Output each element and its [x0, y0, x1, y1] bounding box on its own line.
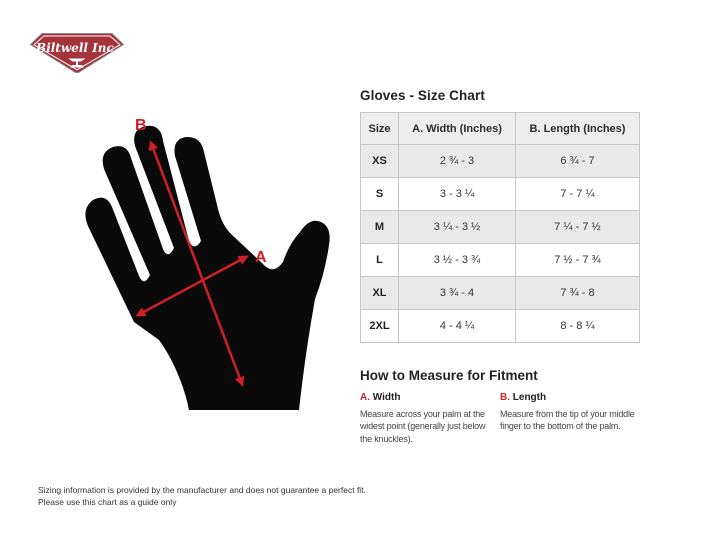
table-row-m: [361, 211, 640, 244]
size-cell: L: [361, 244, 399, 277]
size-cell: S: [361, 178, 399, 211]
measure-length-label: [500, 392, 648, 405]
table-row-l: [361, 244, 640, 277]
table-row-xl: [361, 277, 640, 310]
size-chart-table: [360, 112, 640, 343]
measure-length-description: Measure from the tip of your middle finger to the bottom of the palm.: [500, 408, 635, 431]
measure-width-prefix: A.: [360, 392, 370, 403]
width-cell: 3 ¾ - 4: [399, 277, 516, 310]
size-chart-header: [361, 113, 640, 145]
header-size: Size: [361, 113, 399, 145]
logo-tagline-quality: "QUALITY": [36, 61, 62, 66]
length-cell: 7 ¾ - 8: [516, 277, 640, 310]
measure-width-block: [360, 392, 496, 445]
measure-width-description: Measure across your palm at the widest point (generally just below the knuckles).: [360, 408, 486, 444]
measure-section-title: How to Measure for Fitment: [360, 368, 538, 383]
size-cell: M: [361, 211, 399, 244]
length-cell: 8 - 8 ¼: [516, 310, 640, 343]
size-cell: 2XL: [361, 310, 399, 343]
table-row-xs: [361, 145, 640, 178]
disclaimer-line-1: Sizing information is provided by the manufacturer and does not guarantee a perfect fit.: [38, 485, 366, 495]
biltwell-logo: [30, 33, 124, 73]
size-cell: XS: [361, 145, 399, 178]
hand-measurement-diagram: [72, 93, 372, 438]
size-cell: XL: [361, 277, 399, 310]
diagram-label-b: B: [135, 117, 147, 134]
measure-length-word: Length: [512, 392, 547, 403]
measure-length-block: [500, 392, 648, 433]
table-row-s: [361, 178, 640, 211]
measure-width-label: [360, 392, 496, 405]
table-row-2xl: [361, 310, 640, 343]
size-chart-title: Gloves - Size Chart: [360, 88, 485, 103]
width-cell: 2 ¾ - 3: [399, 145, 516, 178]
disclaimer: [38, 484, 458, 508]
disclaimer-line-2: Please use this chart as a guide only: [38, 497, 177, 507]
header-width: A. Width (Inches): [399, 113, 516, 145]
width-cell: 4 - 4 ¼: [399, 310, 516, 343]
length-cell: 7 ¼ - 7 ½: [516, 211, 640, 244]
length-cell: 7 ½ - 7 ¾: [516, 244, 640, 277]
logo-tagline-counts: "COUNTS": [93, 61, 117, 66]
width-cell: 3 - 3 ¼: [399, 178, 516, 211]
length-cell: 6 ¾ - 7: [516, 145, 640, 178]
measure-width-word: Width: [372, 392, 401, 403]
header-row: [361, 113, 640, 145]
diagram-label-a: A: [255, 249, 267, 266]
length-cell: 7 - 7 ¼: [516, 178, 640, 211]
logo-brand-text: Biltwell Inc.: [36, 41, 118, 55]
header-length: B. Length (Inches): [516, 113, 640, 145]
measure-length-prefix: B.: [500, 392, 510, 403]
width-cell: 3 ½ - 3 ¾: [399, 244, 516, 277]
hand-silhouette: [85, 126, 329, 410]
width-cell: 3 ¼ - 3 ½: [399, 211, 516, 244]
